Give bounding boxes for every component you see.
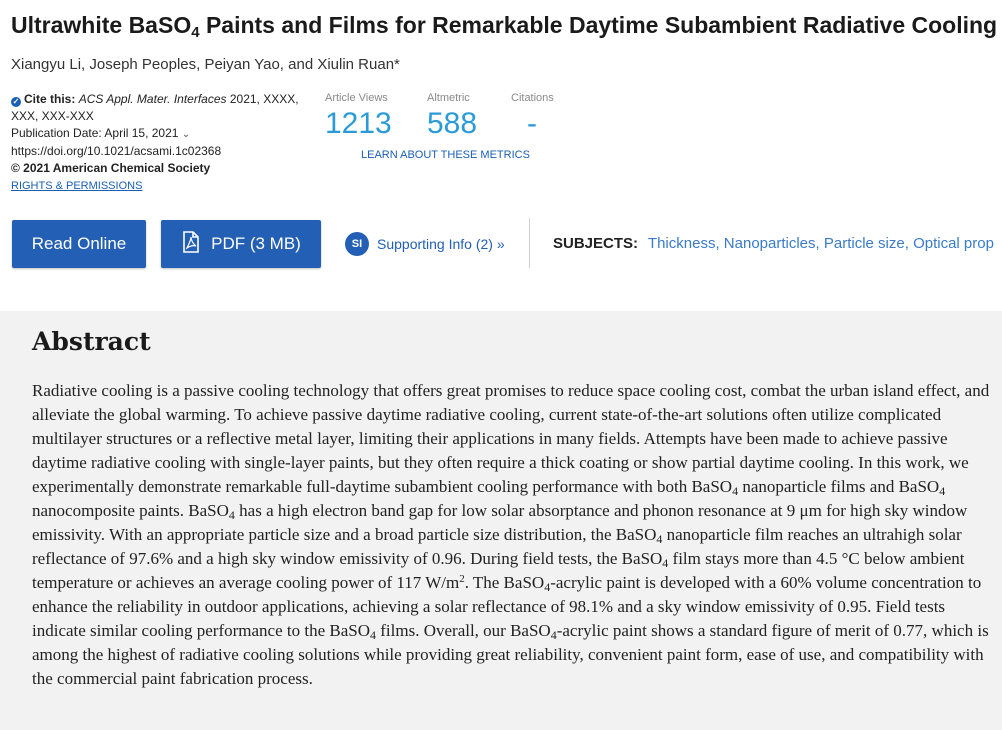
doi-link[interactable]: https://doi.org/10.1021/acsami.1c02368: [11, 144, 222, 158]
si-badge-icon: SI: [345, 232, 369, 256]
supporting-info-link[interactable]: [345, 232, 505, 256]
subject-link[interactable]: Thickness: [647, 235, 716, 252]
abstract-heading: Abstract: [32, 327, 151, 356]
copyright: © 2021 American Chemical Society: [11, 161, 211, 175]
pdf-button-label: PDF (3 MB): [211, 234, 301, 253]
cite-label[interactable]: Cite this:: [24, 92, 76, 106]
citations-value: -: [527, 107, 537, 140]
metric-views: [325, 92, 392, 141]
title-text-rest: Paints and Films for Remarkable Daytime Subambient Radiative Cooling: [199, 12, 998, 38]
rights-permissions-link[interactable]: RIGHTS & PERMISSIONS: [11, 180, 143, 192]
subject-link[interactable]: Particle size: [823, 235, 905, 252]
altmetric-label: Altmetric: [427, 92, 470, 104]
subject-link[interactable]: Optical prop: [913, 235, 994, 252]
citations-label: Citations: [511, 92, 554, 104]
read-online-button[interactable]: Read Online: [12, 220, 146, 268]
metric-altmetric[interactable]: [427, 92, 477, 141]
views-value: 1213: [325, 107, 392, 140]
subject-link[interactable]: Nanoparticles: [723, 235, 816, 252]
subjects-bar: SUBJECTS: Thickness, Nanoparticles, Particle size, Optical prop: [553, 235, 994, 252]
article-title: [11, 12, 1001, 39]
subjects-label: SUBJECTS:: [553, 235, 639, 252]
journal-name: ACS Appl. Mater. Interfaces: [78, 92, 227, 106]
publication-date: Publication Date: April 15, 2021: [11, 126, 179, 140]
chevron-down-icon[interactable]: ⌄: [181, 129, 191, 140]
views-label: Article Views: [325, 92, 388, 104]
supporting-info-label: Supporting Info (2) »: [377, 236, 505, 252]
check-circle-icon: ✓: [12, 97, 20, 106]
title-text: Ultrawhite BaSO: [11, 12, 192, 38]
altmetric-value[interactable]: 588: [427, 107, 478, 140]
learn-metrics-link[interactable]: LEARN ABOUT THESE METRICS: [361, 149, 530, 161]
abstract-body: Radiative cooling is a passive cooling technology that offers great promises to reduce space cooling cost, combat the urban island effect, and alleviate the global warming. To achieve passive daytime radiative cooling, current state-of-the-art solutions often utilize complicated multilayer structures or a reflective metal layer, limiting their applications in many fields. Attempts have been made to achieve passive daytime radiative cooling with single-layer paints, but they often require a thick coating or show partial daytime cooling. In this work, we experimentally demonstrate remarkable full-daytime subambient cooling performance with both BaSO$_4$ nanoparticle films and BaSO$_4$ nanocomposite paints. BaSO$_4$ has a high electron band gap for low solar absorptance and phonon resonance at 9 μm for high sky window emissivity. With an appropriate particle size and a broad particle size distribution, the BaSO$_4$ nanoparticle film reaches an ultrahigh solar reflectance of 97.6% and a high sky window emissivity of 0.96. During field tests, the BaSO$_4$ film stays more than 4.5 °C below ambient temperature or achieves an average cooling power of 117 $W/m^2$. The BaSO$_4$-acrylic paint is developed with a 60% volume concentration to enhance the reliability in outdoor applications, achieving a solar reflectance of 98.1% and a sky window emissivity of 0.95. Field tests indicate similar cooling performance to the BaSO$_4$ films. Overall, our BaSO$_4$-acrylic paint shows a standard figure of merit of 0.77, which is among the highest of radiative cooling solutions while providing great reliability, convenient paint form, ease of use, and compatibility with the commercial paint fabrication process.: [32, 381, 990, 688]
pdf-download-button[interactable]: [161, 220, 321, 268]
divider: [529, 218, 530, 268]
author-list[interactable]: Xiangyu Li, Joseph Peoples, Peiyan Yao, and Xiulin Ruan*: [11, 56, 400, 73]
abstract-section: [0, 311, 1002, 730]
citation-block: [11, 91, 311, 195]
pdf-icon: [181, 231, 201, 258]
citation-reference: 2021, XXXX, XXX, XXX-XXX: [11, 92, 299, 123]
metric-citations: [511, 92, 554, 141]
title-subscript: 4: [191, 24, 200, 39]
